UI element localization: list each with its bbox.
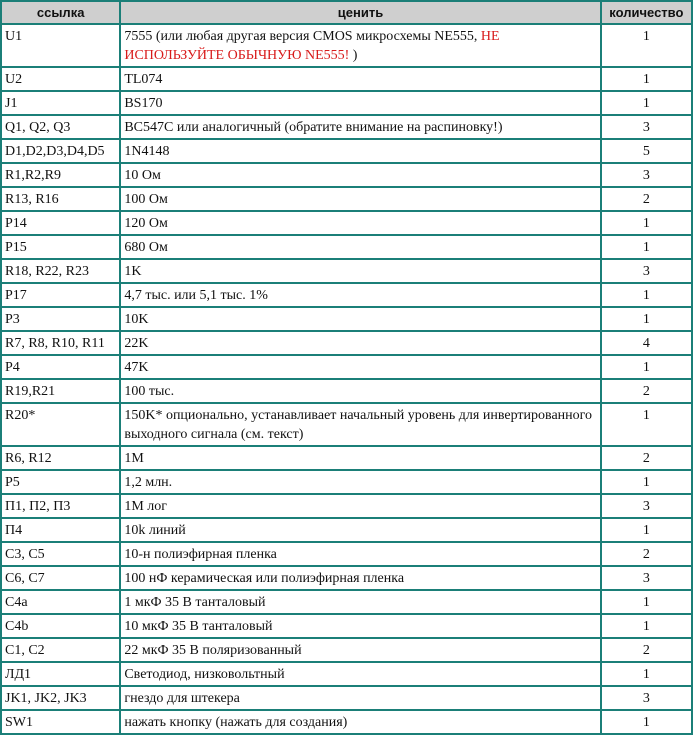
value-cell: Светодиод, низковольтный	[121, 663, 599, 685]
value-cell: 10k линий	[121, 519, 599, 541]
value-cell: TL074	[121, 68, 599, 90]
table-row	[2, 404, 691, 445]
table-row	[2, 68, 691, 90]
quantity-cell: 3	[602, 567, 691, 589]
value-cell: 1N4148	[121, 140, 599, 162]
reference-cell: R6, R12	[2, 447, 119, 469]
quantity-cell: 1	[602, 68, 691, 90]
quantity-cell: 1	[602, 356, 691, 378]
reference-cell: U2	[2, 68, 119, 90]
table-row	[2, 284, 691, 306]
reference-cell: R18, R22, R23	[2, 260, 119, 282]
table-row	[2, 591, 691, 613]
quantity-cell: 3	[602, 495, 691, 517]
quantity-cell: 1	[602, 92, 691, 114]
reference-cell: R1,R2,R9	[2, 164, 119, 186]
quantity-cell: 1	[602, 519, 691, 541]
table-row	[2, 615, 691, 637]
reference-cell: D1,D2,D3,D4,D5	[2, 140, 119, 162]
quantity-cell: 1	[602, 663, 691, 685]
value-cell	[121, 25, 599, 66]
table-row	[2, 116, 691, 138]
reference-cell: C6, C7	[2, 567, 119, 589]
reference-cell: R13, R16	[2, 188, 119, 210]
table-row	[2, 447, 691, 469]
value-text: 7555 (или любая другая версия CMOS микросхемы NE555,	[124, 29, 481, 44]
table-row	[2, 356, 691, 378]
quantity-cell: 1	[602, 711, 691, 733]
value-cell: 100 Ом	[121, 188, 599, 210]
value-cell: 10 Ом	[121, 164, 599, 186]
table-header	[2, 2, 691, 23]
reference-cell: П1, П2, П3	[2, 495, 119, 517]
table-row	[2, 188, 691, 210]
quantity-cell: 1	[602, 308, 691, 330]
quantity-cell: 4	[602, 332, 691, 354]
reference-cell: C3, C5	[2, 543, 119, 565]
quantity-cell: 3	[602, 116, 691, 138]
quantity-cell: 2	[602, 188, 691, 210]
value-cell: 22 мкФ 35 В поляризованный	[121, 639, 599, 661]
reference-cell: R7, R8, R10, R11	[2, 332, 119, 354]
value-cell: 47K	[121, 356, 599, 378]
value-cell: 10-н полиэфирная пленка	[121, 543, 599, 565]
reference-cell: P5	[2, 471, 119, 493]
quantity-cell: 1	[602, 25, 691, 66]
header-quantity: количество	[602, 2, 691, 23]
quantity-cell: 1	[602, 404, 691, 445]
table-row	[2, 236, 691, 258]
table-row	[2, 663, 691, 685]
value-cell: 1 мкФ 35 В танталовый	[121, 591, 599, 613]
quantity-cell: 3	[602, 164, 691, 186]
quantity-cell: 1	[602, 591, 691, 613]
value-cell: 1K	[121, 260, 599, 282]
value-cell: 680 Ом	[121, 236, 599, 258]
reference-cell: ЛД1	[2, 663, 119, 685]
table-row	[2, 519, 691, 541]
table-row	[2, 25, 691, 66]
header-row	[2, 2, 691, 23]
table-row	[2, 471, 691, 493]
reference-cell: R19,R21	[2, 380, 119, 402]
reference-cell: C4b	[2, 615, 119, 637]
quantity-cell: 1	[602, 212, 691, 234]
table-body	[2, 25, 691, 733]
quantity-cell: 3	[602, 260, 691, 282]
value-cell: BC547C или аналогичный (обратите внимание на распиновку!)	[121, 116, 599, 138]
reference-cell: U1	[2, 25, 119, 66]
reference-cell: C1, C2	[2, 639, 119, 661]
table-row	[2, 639, 691, 661]
value-cell: 10 мкФ 35 В танталовый	[121, 615, 599, 637]
reference-cell: P4	[2, 356, 119, 378]
reference-cell: П4	[2, 519, 119, 541]
quantity-cell: 2	[602, 543, 691, 565]
quantity-cell: 1	[602, 236, 691, 258]
value-cell: 1,2 млн.	[121, 471, 599, 493]
quantity-cell: 1	[602, 471, 691, 493]
quantity-cell: 5	[602, 140, 691, 162]
table-row	[2, 212, 691, 234]
value-cell: 120 Ом	[121, 212, 599, 234]
value-cell: 100 нФ керамическая или полиэфирная пленка	[121, 567, 599, 589]
reference-cell: J1	[2, 92, 119, 114]
table-row	[2, 260, 691, 282]
reference-cell: JK1, JK2, JK3	[2, 687, 119, 709]
reference-cell: P15	[2, 236, 119, 258]
value-tail-text: )	[349, 48, 358, 63]
table-row	[2, 332, 691, 354]
reference-cell: R20*	[2, 404, 119, 445]
table-row	[2, 711, 691, 733]
table-row	[2, 140, 691, 162]
reference-cell: SW1	[2, 711, 119, 733]
table-row	[2, 567, 691, 589]
reference-cell: P14	[2, 212, 119, 234]
quantity-cell: 2	[602, 380, 691, 402]
reference-cell: P3	[2, 308, 119, 330]
quantity-cell: 1	[602, 615, 691, 637]
value-cell: BS170	[121, 92, 599, 114]
reference-cell: Q1, Q2, Q3	[2, 116, 119, 138]
value-cell: 100 тыс.	[121, 380, 599, 402]
value-cell: 1M	[121, 447, 599, 469]
value-cell: 150K* опционально, устанавливает начальный уровень для инвертированного выходного сигнала (см. текст)	[121, 404, 599, 445]
reference-cell: C4a	[2, 591, 119, 613]
table-row	[2, 380, 691, 402]
table-row	[2, 543, 691, 565]
table-row	[2, 687, 691, 709]
table-row	[2, 495, 691, 517]
value-cell: нажать кнопку (нажать для создания)	[121, 711, 599, 733]
header-reference: ссылка	[2, 2, 119, 23]
quantity-cell: 1	[602, 284, 691, 306]
table-row	[2, 92, 691, 114]
header-value: ценить	[121, 2, 599, 23]
quantity-cell: 2	[602, 639, 691, 661]
table-row	[2, 308, 691, 330]
quantity-cell: 3	[602, 687, 691, 709]
value-cell: 1M лог	[121, 495, 599, 517]
value-cell: 22K	[121, 332, 599, 354]
warning-text: НЕ ИСПОЛЬЗУЙТЕ ОБЫЧНУЮ NE555!	[124, 29, 500, 63]
reference-cell: P17	[2, 284, 119, 306]
value-cell: 4,7 тыс. или 5,1 тыс. 1%	[121, 284, 599, 306]
quantity-cell: 2	[602, 447, 691, 469]
table-row	[2, 164, 691, 186]
value-cell: гнездо для штекера	[121, 687, 599, 709]
value-cell: 10K	[121, 308, 599, 330]
